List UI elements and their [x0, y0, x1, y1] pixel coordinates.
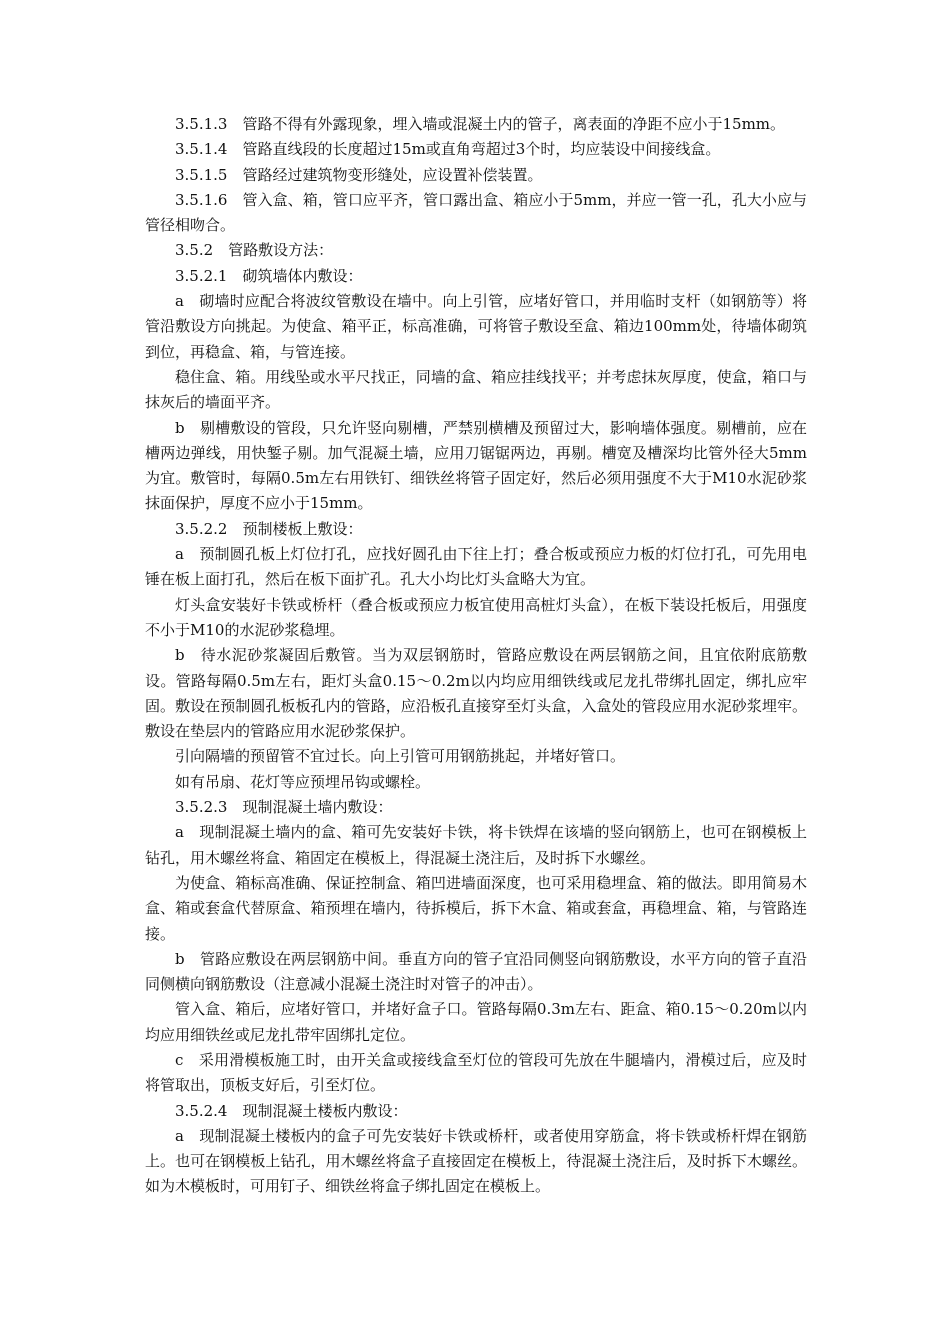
paragraph-3-5-2-3-b-2: 管入盒、箱后，应堵好管口，并堵好盒子口。管路每隔0.3m左右、距盒、箱0.15～0.20m以内均应用细铁丝或尼龙扎带牢固绑扎定位。 — [145, 1000, 807, 1044]
paragraph-3-5-2-2-b-2: 引向隔墙的预留管不宜过长。向上引管可用钢筋挑起，并堵好管口。 — [175, 747, 626, 766]
paragraph-3-5-2-2-a: a 预制圆孔板上灯位打孔，应找好圆孔由下往上打；叠合板或预应力板的灯位打孔，可先用电锤在板上面打孔，然后在板下面扩孔。孔大小均比灯头盒略大为宜。 — [145, 545, 807, 589]
paragraph-3-5-1-6: 3.5.1.6 管入盒、箱，管口应平齐，管口露出盒、箱应小于5mm，并应一管一孔，孔大小应与管径相吻合。 — [145, 190, 807, 235]
heading-3-5-2-3: 3.5.2.3 现制混凝土墙内敷设： — [175, 798, 393, 817]
paragraph-3-5-2-3-a: a 现制混凝土墙内的盒、箱可先安装好卡铁，将卡铁焊在该墙的竖向钢筋上，也可在钢模板上钻孔，用木螺丝将盒、箱固定在模板上，得混凝土浇注后，及时拆下水螺丝。 — [145, 823, 807, 867]
heading-3-5-2-1: 3.5.2.1 砌筑墙体内敷设： — [175, 266, 363, 285]
document-body — [145, 112, 807, 1200]
paragraph-3-5-2-2-a-2: 灯头盒安装好卡铁或桥杆（叠合板或预应力板宜使用高桩灯头盒），在板下装设托板后，用强度不小于M10的水泥砂浆稳埋。 — [145, 595, 807, 639]
paragraph-3-5-2-3-b: b 管路应敷设在两层钢筋中间。垂直方向的管子宜沿同侧竖向钢筋敷设，水平方向的管子直沿同侧横向钢筋敷设（注意减小混凝土浇注时对管子的冲击）。 — [145, 949, 807, 994]
paragraph-3-5-2-2-b-3: 如有吊扇、花灯等应预埋吊钩或螺栓。 — [175, 772, 431, 791]
paragraph-3-5-2-2-b: b 待水泥砂浆凝固后敷管。当为双层钢筋时，管路应敷设在两层钢筋之间，且宜依附底筋敷设。管路每隔0.5m左右，距灯头盒0.15～0.2m以内均应用细铁线或尼龙扎带绑扎固定，绑扎应牢固。敷设在预制圆孔板板孔内的管路，应沿板孔直接穿至灯头盒，入盒处的管段应用水泥砂浆埋牢。敷设在垫层内的管路应用水泥砂浆保护。 — [145, 646, 807, 741]
paragraph-3-5-2-3-c: c 采用滑模板施工时，由开关盒或接线盒至灯位的管段可先放在牛腿墙内，滑模过后，应及时将管取出，顶板支好后，引至灯位。 — [145, 1050, 807, 1095]
paragraph-3-5-2-4-a: a 现制混凝土楼板内的盒子可先安装好卡铁或桥杆，或者使用穿筋盒，将卡铁或桥杆焊在钢筋上。也可在钢模板上钻孔，用木螺丝将盒子直接固定在模板上，待混凝土浇注后，及时拆下木螺丝。如为木模板时，可用钉子、细铁丝将盒子绑扎固定在模板上。 — [145, 1126, 807, 1196]
heading-3-5-2: 3.5.2 管路敷设方法： — [175, 241, 334, 260]
paragraph-3-5-2-1-a-2: 稳住盒、箱。用线坠或水平尺找正，同墙的盒、箱应挂线找平；并考虑抹灰厚度，使盒，箱口与抹灰后的墙面平齐。 — [145, 367, 807, 412]
paragraph-3-5-1-5: 3.5.1.5 管路经过建筑物变形缝处，应设置补偿装置。 — [175, 165, 543, 184]
paragraph-3-5-1-3: 3.5.1.3 管路不得有外露现象，埋入墙或混凝土内的管子，离表面的净距不应小于15mm。 — [175, 115, 786, 133]
heading-3-5-2-4: 3.5.2.4 现制混凝土楼板内敷设： — [175, 1101, 408, 1120]
paragraph-3-5-2-1-a: a 砌墙时应配合将波纹管敷设在墙中。向上引管，应堵好管口，并用临时支杆（如钢筋等）将管沿敷设方向挑起。为使盒、箱平正，标高准确，可将管子敷设至盒、箱边100mm处，待墙体砌筑到位，再稳盒、箱，与管连接。 — [145, 292, 807, 361]
paragraph-3-5-2-3-a-2: 为使盒、箱标高准确、保证控制盒、箱凹进墙面深度，也可采用稳埋盒、箱的做法。即用简易木盒、箱或套盒代替原盒、箱预埋在墙内，待拆模后，拆下木盒、箱或套盒，再稳埋盒、箱，与管路连接。 — [145, 873, 807, 943]
paragraph-3-5-2-1-b: b 剔槽敷设的管段，只允许竖向剔槽，严禁别横槽及预留过大，影响墙体强度。剔槽前，应在槽两边弹线，用快錾子剔。加气混凝土墙，应用刀锯锯两边，再剔。槽宽及槽深均比管外径大5mm为宜。敷管时，每隔0.5m左右用铁钉、细铁丝将管子固定好，然后必须用强度不大于M10水泥砂浆抹面保护，厚度不应小于15mm。 — [145, 418, 807, 513]
heading-3-5-2-2: 3.5.2.2 预制楼板上敷设： — [175, 519, 363, 538]
paragraph-3-5-1-4: 3.5.1.4 管路直线段的长度超过15m或直角弯超过3个时，均应装设中间接线盒。 — [175, 140, 721, 159]
